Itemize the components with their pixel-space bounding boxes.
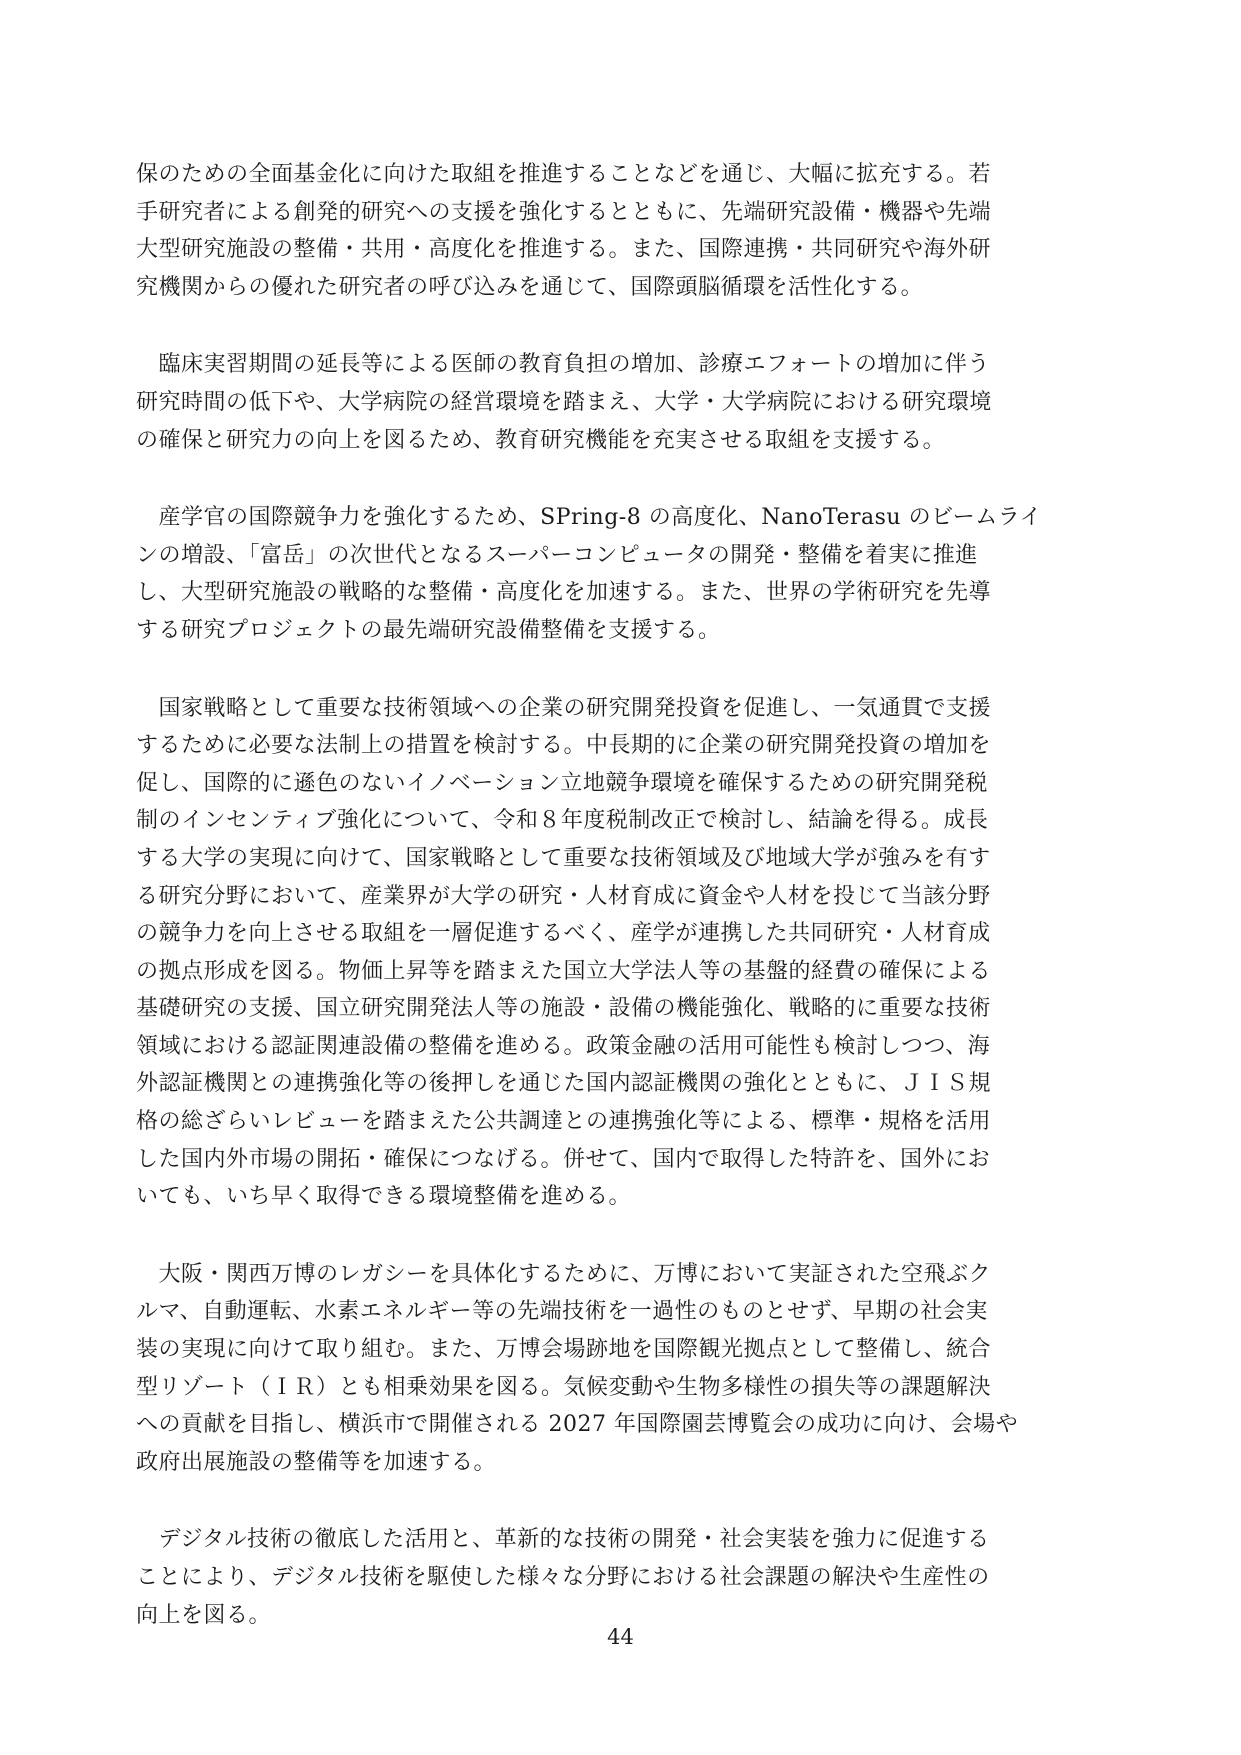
text-line: 大阪・関西万博のレガシーを具体化するために、万博において実証された空飛ぶク [136,1261,992,1287]
text-line: 国家戦略として重要な技術領域への企業の研究開発投資を促進し、一気通貫で支援 [136,695,992,721]
text-line: 向上を図る。 [136,1602,272,1628]
text-line: し、大型研究施設の戦略的な整備・高度化を加速する。また、世界の学術研究を先導 [136,580,992,606]
document-body [136,156,1116,1674]
text-line: 大型研究施設の整備・共用・高度化を推進する。また、国際連携・共同研究や海外研 [136,237,992,263]
paragraph-large-facilities [136,499,1116,649]
text-line: 産学官の国際競争力を強化するため、SPring-8 の高度化、NanoTerasu のビームライ [136,505,1043,531]
text-line: するために必要な法制上の措置を検討する。中長期的に企業の研究開発投資の増加を [136,733,992,759]
text-line: の確保と研究力の向上を図るため、教育研究機能を充実させる取組を支援する。 [136,427,946,453]
paragraph-fund-expansion [136,156,1116,306]
text-line: した国内外市場の開拓・確保につなげる。併せて、国内で取得した特許を、国外にお [136,1146,991,1172]
paragraph-expo-legacy [136,1256,1116,1482]
text-line: 型リゾート（ＩＲ）とも相乗効果を図る。気候変動や生物多様性の損失等の課題解決 [136,1374,992,1400]
text-line: 促し、国際的に遜色のないイノベーション立地競争環境を確保するための研究開発税 [136,770,988,796]
text-line: 研究時間の低下や、大学病院の経営環境を踏まえ、大学・大学病院における研究環境 [136,389,992,415]
text-line: デジタル技術の徹底した活用と、革新的な技術の開発・社会実装を強力に促進する [136,1527,990,1553]
text-line: 基礎研究の支援、国立研究開発法人等の施設・設備の機能強化、戦略的に重要な技術 [136,996,992,1022]
text-line: 手研究者による創発的研究への支援を強化するとともに、先端研究設備・機器や先端 [136,199,992,225]
text-line: 臨床実習期間の延長等による医師の教育負担の増加、診療エフォートの増加に伴う [136,352,990,378]
text-line: 外認証機関との連携強化等の後押しを通じた国内認証機関の強化とともに、ＪＩＳ規 [136,1071,992,1097]
text-line: 政府出展施設の整備等を加速する。 [136,1449,497,1475]
text-line: る研究分野において、産業界が大学の研究・人材育成に資金や人材を投じて当該分野 [136,883,991,909]
text-line: する大学の実現に向けて、国家戦略として重要な技術領域及び地域大学が強みを有す [136,845,991,871]
text-line: 装の実現に向けて取り組む。また、万博会場跡地を国際観光拠点として整備し、統合 [136,1337,992,1363]
text-line: 領域における認証関連設備の整備を進める。政策金融の活用可能性も検討しつつ、海 [136,1033,991,1059]
text-line: ンの増設、「富岳」の次世代となるスーパーコンピュータの開発・整備を着実に推進 [136,542,978,568]
text-line: 格の総ざらいレビューを踏まえた公共調達との連携強化等による、標準・規格を活用 [136,1109,992,1135]
paragraph-digital-technology [136,1521,1116,1634]
paragraph-national-strategy [136,690,1116,1216]
text-line: する研究プロジェクトの最先端研究設備整備を支援する。 [136,617,721,643]
text-line: 制のインセンティブ強化について、令和８年度税制改正で検討し、結論を得る。成長 [136,808,989,834]
text-line: の競争力を向上させる取組を一層促進するべく、産学が連携した共同研究・人材育成 [136,921,991,947]
text-line: 究機関からの優れた研究者の呼び込みを通じて、国際頭脳循環を活性化する。 [136,274,924,300]
text-line: ことにより、デジタル技術を駆使した様々な分野における社会課題の解決や生産性の [136,1565,990,1590]
text-line: いても、いち早く取得できる環境整備を進める。 [136,1184,632,1210]
paragraph-university-hospitals [136,346,1116,459]
text-line: 保のための全面基金化に向けた取組を推進することなどを通じ、大幅に拡充する。若 [136,162,992,187]
text-line: ルマ、自動運転、水素エネルギー等の先端技術を一過性のものとせず、早期の社会実 [136,1299,988,1325]
text-line: への貢献を目指し、横浜市で開催される 2027 年国際園芸博覧会の成功に向け、会場や [136,1412,1019,1438]
text-line: の拠点形成を図る。物価上昇等を踏まえた国立大学法人等の基盤的経費の確保による [136,958,992,984]
page-number: 44 [607,1625,634,1649]
